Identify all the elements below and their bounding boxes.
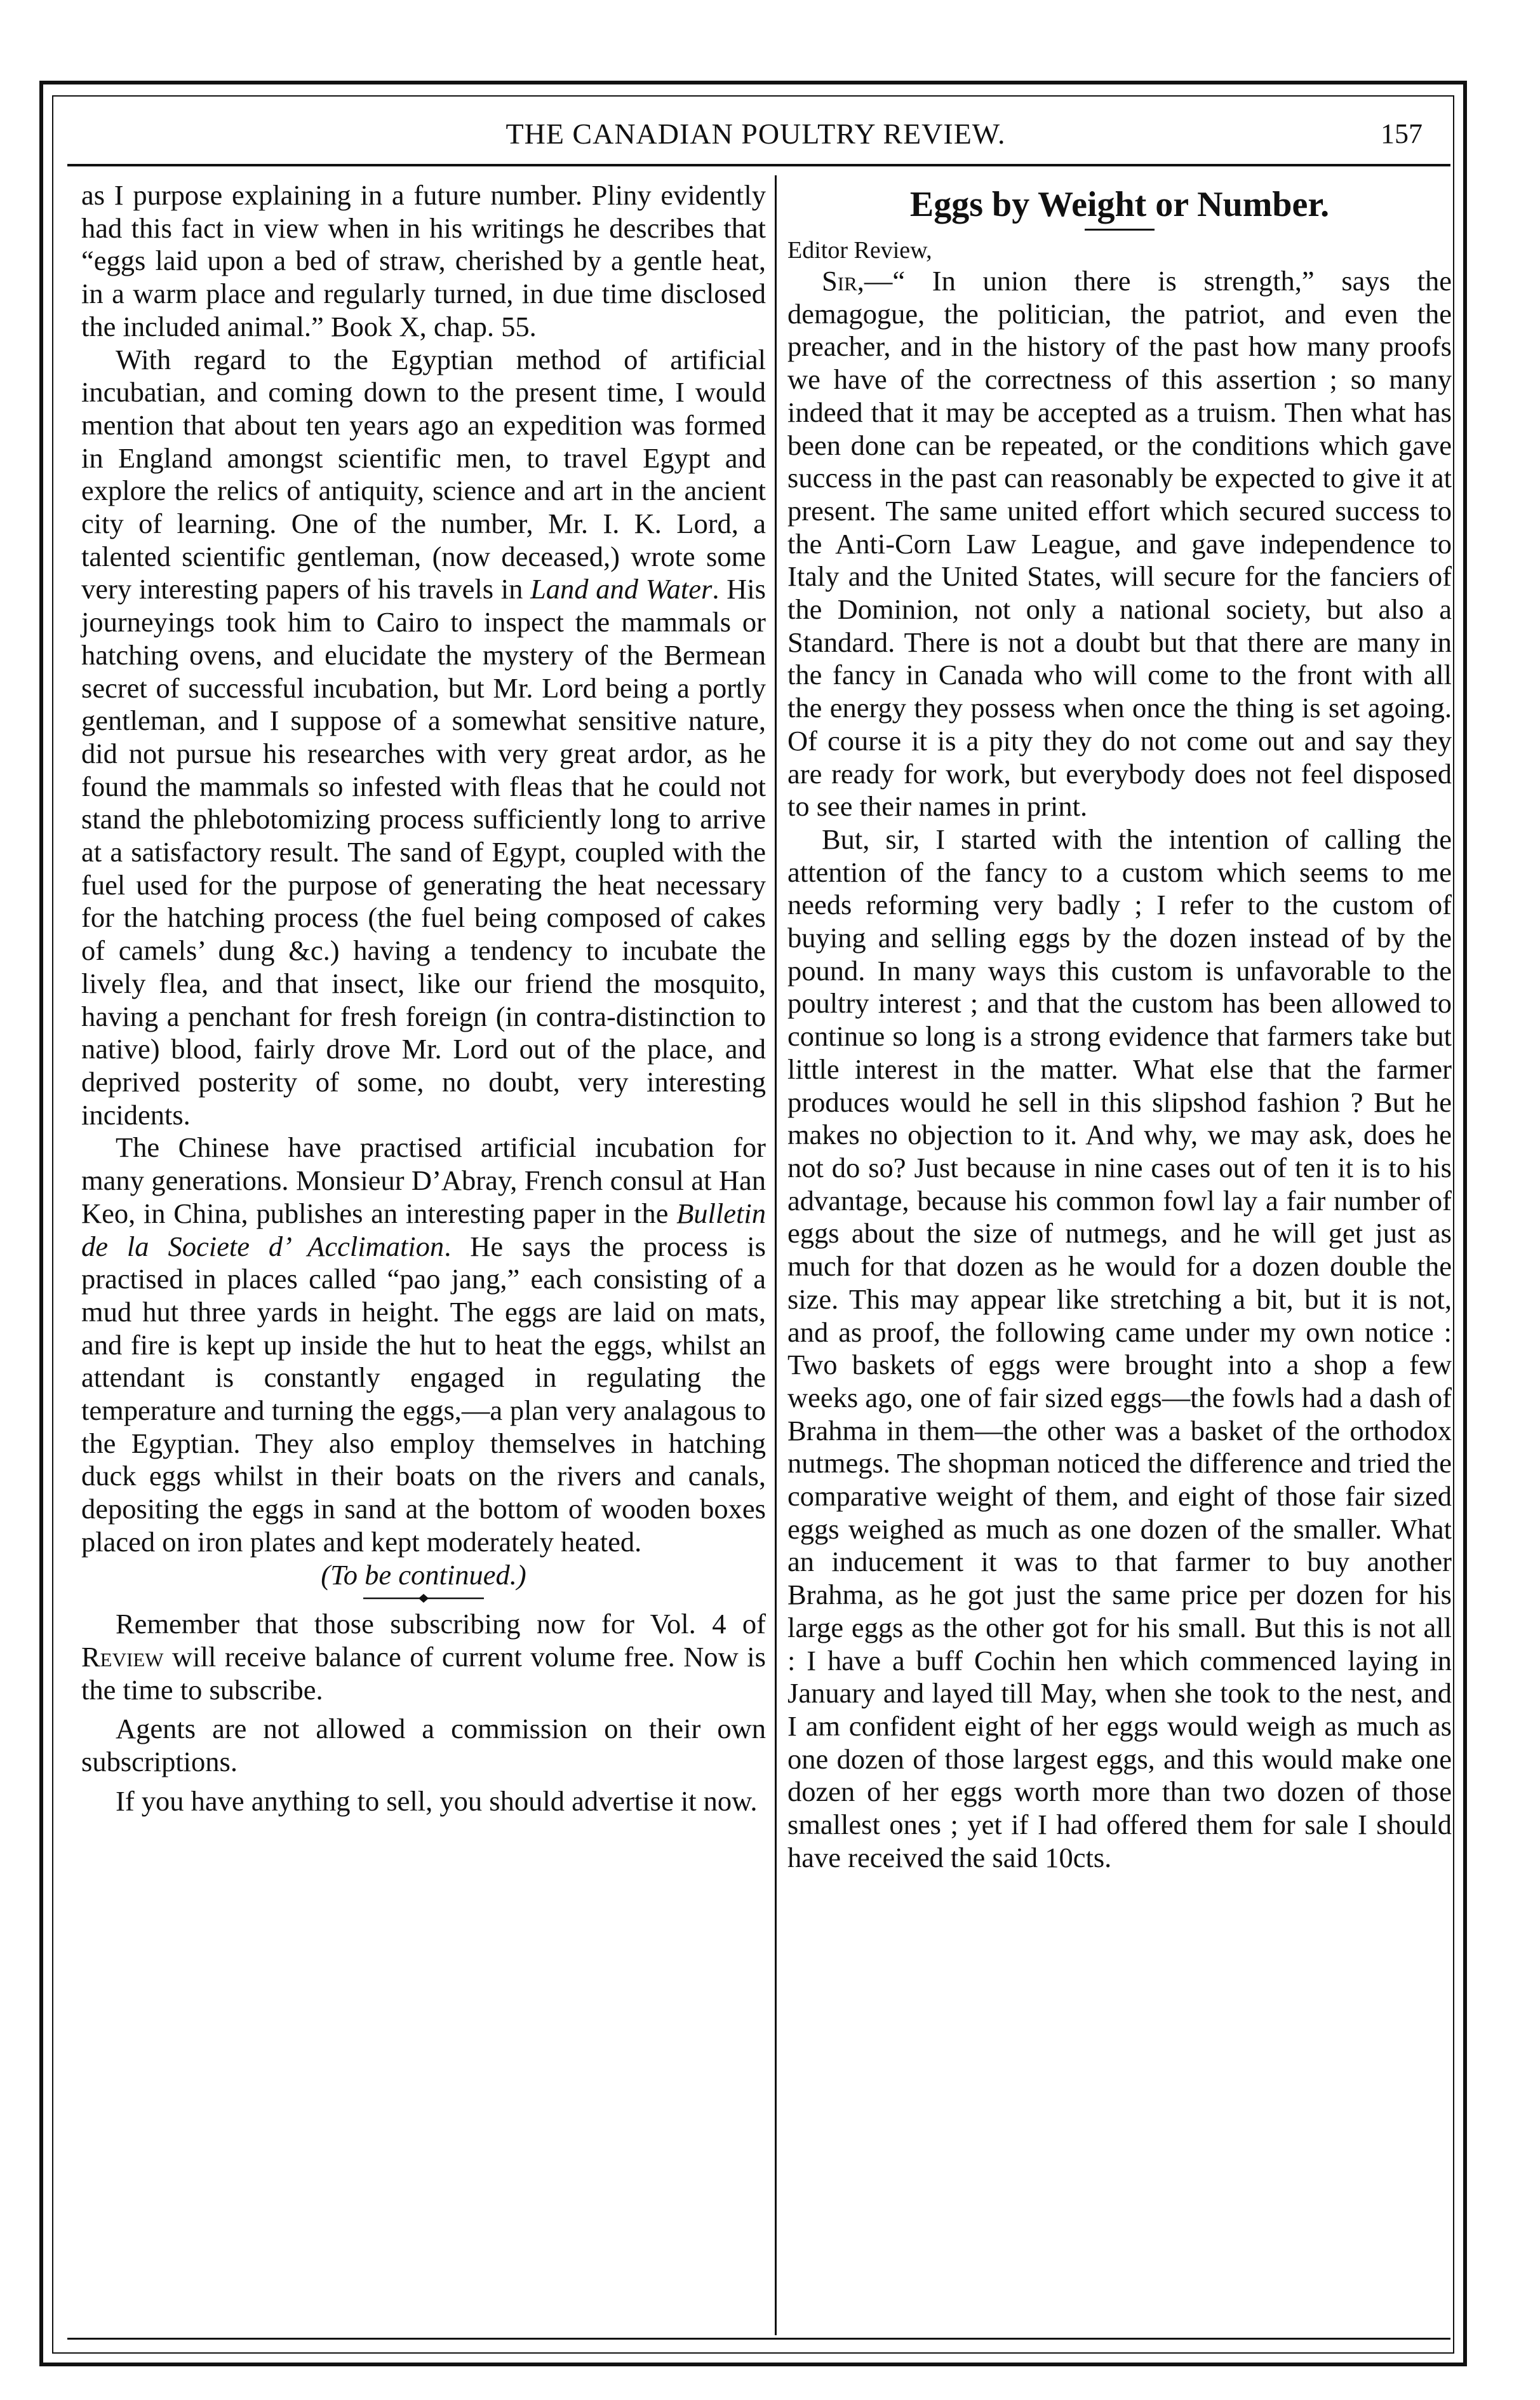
paragraph-pliny: as I purpose explaining in a future number. Pliny evidently had this fact in view when in his writings he describes that “eggs laid upon a bed of straw, cherished by a gentle heat, in a warm place and regularly turned, in due time disclosed the included animal.” Book X, chap. 55.: [81, 179, 766, 342]
to-be-continued: (To be continued.): [321, 1558, 526, 1591]
right-column: [787, 179, 1452, 1874]
publication-title-land-and-water: Land and Water: [530, 573, 713, 605]
paragraph-eggs-by-dozen: But, sir, I started with the intention of calling the attention of the fancy to a custom which seems to me needs reforming very badly ; I refer to the custom of buying and selling eggs by the dozen instead of by the pound. In many ways this custom is unfavorable to the poultry interest ; and that the custom has been allowed to continue so long is a strong evidence that farmers take but little interest in the matter. What else that the farmer produces would he sell in this slipshod fashion ? But he makes no objection to it. And why, we may ask, does he not do so? Just because in nine cases out of ten it is to his advantage, because his common fowl lay a fair number of eggs about the size of nutmegs, and he will get just as much for that dozen as he would for a dozen double the size. This may appear like stretching a bit, but it is not, and as proof, the following came under my own notice : Two baskets of eggs were brought into a shop a few weeks ago, one of fair sized eggs—the fowls had a dash of Brahma in them—the other was a basket of the orthodox nutmegs. The shopman noticed the difference and tried the comparative weight of them, and eight of those fair sized eggs weighed as much as one dozen of the smaller. What an inducement it was to that farmer to buy another Brahma, as he got just the same price per dozen for his large eggs as the other got for his small. But this is not all : I have a buff Cochin hen which commenced laying in January and layed till May, when she took to the nest, and I am confident eight of her eggs would weigh as much as one dozen of those largest eggs, and this would make one dozen of her eggs worth more than two dozen of those smallest ones ; yet if I had offered them for sale I should have received the said 10cts.: [787, 823, 1452, 1873]
text-segment: With regard to the Egyptian method of artificial incubatian, and coming down to the present time, I would mention that about ten years ago an expedition was formed in England amongst scientific men, to travel Egypt and explore the relics of antiquity, science and art in the ancient city of learning. One of the number, Mr. I. K. Lord, a talented scientific gentleman, (now deceased,) wrote some very interesting papers of his travels in: [81, 343, 766, 605]
notice-agents: Agents are not allowed a commission on their own subscriptions.: [81, 1713, 766, 1778]
paragraph-chinese-incubation: [81, 1131, 766, 1558]
left-column: [81, 179, 766, 1817]
text-segment: . He says the process is practised in places called “pao jang,” each consisting of a mud hut three yards in height. The eggs are laid on mats, and fire is kept up inside the hut to heat the eggs, whilst an attendant is constantly engaged in regulating the temperature and turning the eggs,—a plan very analagous to the Egyptian. They also employ themselves in hatching duck eggs whilst in their boats on the rivers and canals, depositing the eggs in sand at the bottom of wooden boxes placed on iron plates and kept moderately heated.: [81, 1230, 766, 1558]
running-head: [76, 112, 1435, 156]
sir-small-caps: Sir: [822, 265, 857, 297]
text-segment: Remember that those subscribing now for Vol. 4 of: [116, 1608, 766, 1640]
notice-advertise: If you have anything to sell, you should advertise it now.: [116, 1784, 758, 1817]
ornament-rule-icon: [363, 1592, 484, 1605]
text-segment: The Chinese have practised artificial incubation for many generations. Monsieur D’Abray, French consul at Han Keo, in China, publishes an interesting paper in the: [81, 1131, 766, 1229]
bottom-rule: [67, 2338, 1450, 2340]
header-rule: [67, 164, 1450, 166]
text-segment: will receive balance of current volume free. Now is the time to subscribe.: [81, 1640, 766, 1706]
ornament-divider-icon: [81, 1591, 766, 1608]
text-segment: ,—“ In union there is strength,” says the demagogue, the politician, the patriot, and even the preacher, and in the history of the past how many proofs we have of the correctness of this assertion ; so many indeed that it may be accepted as a truism. Then what has been done can be repeated, or the conditions which gave success in the past can reasonably be expected to give it at present. The same united effort which secured success to the Anti-Corn Law League, and gave independence to Italy and the United States, will secure for the fanciers of the Dominion, not only a national society, but also a Standard. There is not a doubt but that there are many in the fancy in Canada who will come to the front with all the energy they possess when once the thing is set agoing. Of course it is a pity they do not come out and say they are ready for work, but everybody does not feel disposed to see their names in print.: [787, 265, 1452, 823]
title-rule: [1085, 229, 1155, 231]
text-segment: . His journeyings took him to Cairo to inspect the mammals or hatching ovens, and elucidate the mystery of the Bermean secret of successful incubation, but Mr. Lord being a portly gentleman, and I suppose of a somewhat sensitive nature, did not pursue his researches with very great ardor, as he found the mammals so infested with fleas that he could not stand the phlebotomizing process sufficiently long to arrive at a satisfactory result. The sand of Egypt, coupled with the fuel used for the purpose of generating the heat necessary for the hatching process (the fuel being composed of cakes of camels’ dung &c.) having a tendency to incubate the lively flea, and that insect, like our friend the mosquito, having a penchant for fresh foreign (in contra-distinction to native) blood, fairly drove Mr. Lord out of the place, and deprived posterity of some, no doubt, very interesting incidents.: [81, 573, 766, 1131]
paragraph-egyptian-method: [81, 344, 766, 1132]
article-title: Eggs by Weight or Number.: [909, 185, 1330, 224]
publication-title-bulletin: Bulletin de la Societe d’ Acclimation: [81, 1197, 766, 1262]
review-small-caps: Review: [81, 1640, 164, 1673]
column-divider: [775, 175, 777, 2335]
running-title: THE CANADIAN POULTRY REVIEW.: [506, 118, 1006, 150]
page-number: 157: [1381, 118, 1423, 149]
salutation: Editor Review,: [787, 237, 932, 264]
notice-subscribe: [81, 1608, 766, 1706]
paragraph-union-strength: [787, 265, 1452, 823]
